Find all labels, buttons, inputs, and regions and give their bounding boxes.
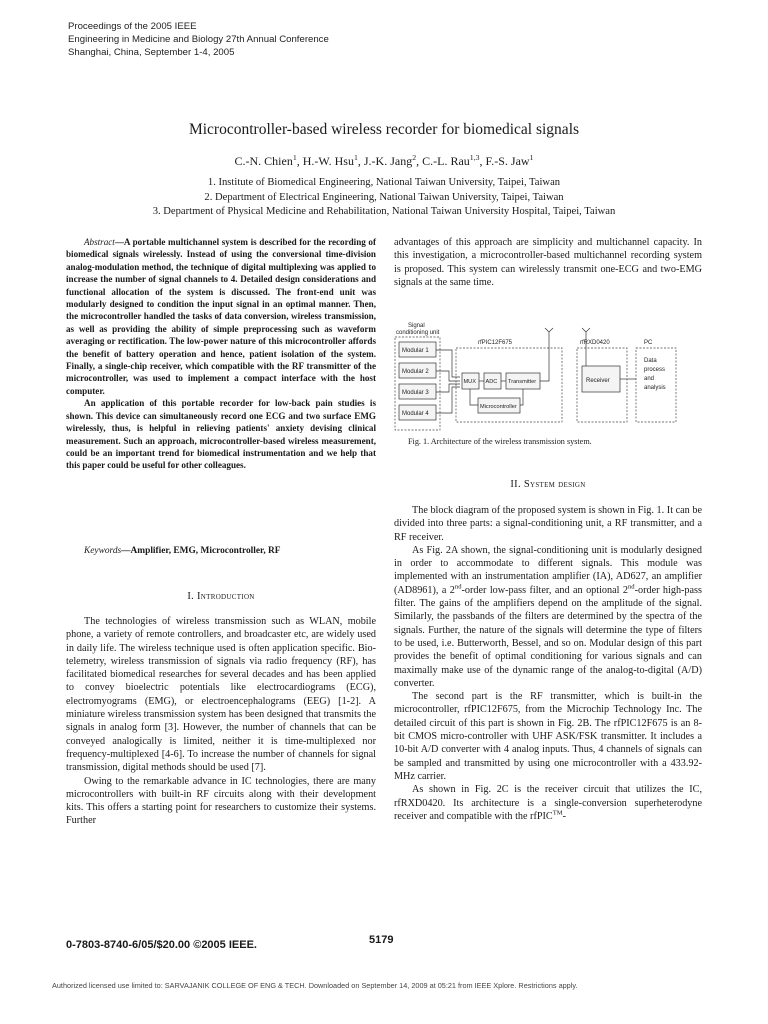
keywords-text: —Amplifier, EMG, Microcontroller, RF [121, 546, 281, 556]
ordinal-superscript: nd [627, 583, 635, 591]
section-numeral: I. [187, 591, 195, 602]
section-title: System design [523, 479, 586, 490]
data-process-label: analysis [644, 385, 666, 391]
keywords [66, 546, 376, 556]
body-text: -order low-pass filter, and an optional 2 [461, 584, 628, 596]
section-heading-system-design [394, 479, 702, 490]
mux-label: MUX [463, 379, 476, 385]
receiver-label: Receiver [586, 378, 610, 384]
modular-label: Modular 1 [402, 348, 429, 354]
affiliation: 1. Institute of Biomedical Engineering, National Taiwan University, Taipei, Taiwan [207, 177, 561, 188]
right-column-intro-continued [394, 236, 702, 289]
affiliation: 3. Department of Physical Medicine and Rehabilitation, National Taiwan University Hospital, Taipei, Taiwan [152, 206, 616, 218]
body-paragraph [394, 544, 702, 690]
receiver-chip-label: rfRXD0420 [580, 340, 610, 346]
abstract-label: Abstract [84, 237, 115, 247]
keywords-label: Keywords [84, 546, 122, 556]
abstract-text-1: —A portable multichannel system is described for the recording of biomedical signals wirelessly. Instead of using the conversional time-division analog-modulation method, the technique of digital multiplexing was applied to increase the number of signal channels to 4. Detailed design considerations and functional allocation of the system is discussed. The front-end unit was modularly designed to condition the input signal in an optimal manner. Then, the microcontroller handled the tasks of data conversion, wireless transmission, as well as providing the ability of simple preprocessing such as waveform averaging or rectification. The low-power nature of this microcontroller affords the benefit of battery operation and hence, patient isolation of the system. Finally, a single-chip receiver, which compatible with the RF transmitter of the microcontroller, was used to implement a compact interface with the host computer. [66, 237, 376, 396]
author-affiliation-mark: 1 [292, 153, 297, 162]
author-affiliation-mark: 1,3 [469, 153, 480, 162]
header-line-3: Shanghai, China, September 1-4, 2005 [68, 47, 235, 58]
system-design-body [394, 504, 702, 823]
author: F.-S. Jaw [485, 154, 530, 168]
proceedings-header [68, 20, 329, 59]
pc-label: PC [644, 340, 653, 346]
body-paragraph: The block diagram of the proposed system is shown in Fig. 1. It can be divided into three parts: a signal-conditioning unit, a RF transmitter, and a RF receiver. [394, 505, 702, 543]
section-numeral: II. [510, 479, 521, 490]
transmitter-chip-label: rfPIC12F675 [478, 340, 513, 346]
paper-title: Microcontroller-based wireless recorder for biomedical signals [188, 121, 580, 138]
body-text: - [562, 810, 567, 822]
author: C.-N. Chien [234, 154, 293, 168]
author: H.-W. Hsu [302, 154, 354, 168]
section-title: Introduction [197, 591, 255, 602]
transmitter-label: Transmitter [508, 379, 537, 385]
author: J.-K. Jang [363, 154, 413, 168]
section-heading-introduction [66, 591, 376, 602]
microcontroller-label: Microcontroller [480, 404, 517, 410]
author-affiliation-mark: 1 [353, 153, 358, 162]
abstract [66, 236, 376, 472]
modular-connection-lines [436, 350, 460, 413]
body-text: As Fig. 2A shown, the signal-conditioning unit is modularly designed in order to accommodate to different signals. This module was implemented with an instrumentation amplifier (IA), AD627, an amplifier (AD8961), a 2 [394, 544, 702, 596]
author-affiliation-mark: 2 [412, 153, 417, 162]
abstract-paragraph-1 [66, 236, 376, 397]
body-paragraph: Owing to the remarkable advance in IC technologies, there are many microcontrollers with built-in RF circuits along with their development kits. This offers a starting point for researchers to customize their systems. Further [66, 775, 376, 827]
abstract-paragraph-2: An application of this portable recorder for low-back pain studies is shown. This device can simultaneously record one ECG and two surface EMG wirelessly, thus, is helpful in relieving patients' anxiety devising clinical measurement. Such an approach, microcontroller-based wireless measurement, could be an important trend for biomedical instrumentation and we help that this paper could be useful for other colleagues. [66, 398, 376, 471]
modular-label: Modular 2 [402, 369, 429, 375]
body-paragraph: The second part is the RF transmitter, which is built-in the microcontroller, rfPIC12F675, from the Microchip Technology Inc. The detailed circuit of this part is shown in Fig. 2B. The rfPIC12F675 is an 8-bit CMOS micro-controller with UHF ASK/FSK transmitter. It includes a 10-bit A/D converter with 4 analog inputs. Thus, 4 channels of signals can be sampled and transmitted by using one microcontroller with a 433.92-MHz carrier. [394, 691, 702, 782]
body-text: As shown in Fig. 2C is the receiver circuit that utilizes the IC, rfRXD0420. Its architecture is a single-conversion superheterodyne receiver and compatible with the rfPIC [394, 784, 702, 822]
figure-1-block-diagram [394, 320, 702, 432]
header-line-2: Engineering in Medicine and Biology 27th Annual Conference [68, 34, 329, 45]
isbn-copyright: 0-7803-8740-6/05/$20.00 ©2005 IEEE. [66, 939, 257, 951]
data-process-label: and [644, 376, 655, 382]
body-paragraph: The technologies of wireless transmission such as WLAN, mobile phone, a variety of remote controllers, and broadcaster etc, are widely used in daily life. The wireless technique used is often application specific. Bio-telemetry, wireless transmission of signals via radio frequency (RF), has facilitated biomedical researches for several decades and has been applied to convey bioelectric potentials like electrocardiograms (ECG), electromyograms (EMG), or electroencephalograms (EEG) [1-2]. A miniature wireless transmission system has been designed that transmits the signals in analog form [3]. However, the number of channels that can be conveyed analogically is limited, neither it is time-multiplexed nor frequency-multiplexed [4-6]. To increase the number of channels for signal transmission, digital methods should be used [7]. [66, 616, 376, 774]
modular-label: Modular 4 [402, 411, 429, 417]
page-number: 5179 [369, 934, 394, 946]
authorized-use-notice: Authorized licensed use limited to: SARVAJANIK COLLEGE OF ENG & TECH. Downloaded on September 14, 2009 at 05:21 from IEEE Xplore. Restrictions apply. [52, 981, 578, 990]
adc-label: ADC [485, 379, 498, 385]
modular-label: Modular 3 [402, 390, 429, 396]
author: C.-L. Rau [422, 154, 470, 168]
header-line-1: Proceedings of the 2005 IEEE [68, 21, 197, 32]
introduction-body [66, 615, 376, 828]
data-process-label: Data [644, 358, 657, 364]
signal-unit-label: Signal [408, 323, 425, 329]
author-list: C.-N. Chien$^1$, H.-W. Hsu$^1$, J.-K. Jang$^2$, C.-L. Rau$^{1,3}$, F.-S. Jaw$^1$ [234, 153, 534, 168]
author-affiliation-mark: 1 [529, 153, 534, 162]
affiliation-list [0, 176, 768, 220]
trademark-superscript: TM [552, 809, 563, 817]
body-paragraph: advantages of this approach are simplicity and multichannel capacity. In this investigation, a microcontroller-based multichannel recording system is proposed. This system can wirelessly transmit one-ECG and two-EMG signals at the same time. [394, 237, 702, 288]
figure-1-caption: Fig. 1. Architecture of the wireless transmission system. [408, 437, 592, 446]
data-process-label: process [644, 367, 666, 373]
affiliation: 2. Department of Electrical Engineering, National Taiwan University, Taipei, Taiwan [204, 191, 564, 203]
signal-unit-label: conditioning unit [396, 330, 440, 336]
body-paragraph [394, 783, 702, 823]
body-text: -order high-pass filter. The gains of the amplifiers depend on the amplitude of the signal. Similarly, the passbands of the filters are determined by the spectra of the signals. Further, the nature of the signals will determine the type of filters to be used, i.e. Butterworth, Bessel, and so on. Modular design of this part provides the benefit of optimal conditioning for various signals and can maximally make use of the dynamic range of the analog-to-digital (A/D) converter. [394, 584, 702, 689]
ordinal-superscript: nd [454, 583, 462, 591]
